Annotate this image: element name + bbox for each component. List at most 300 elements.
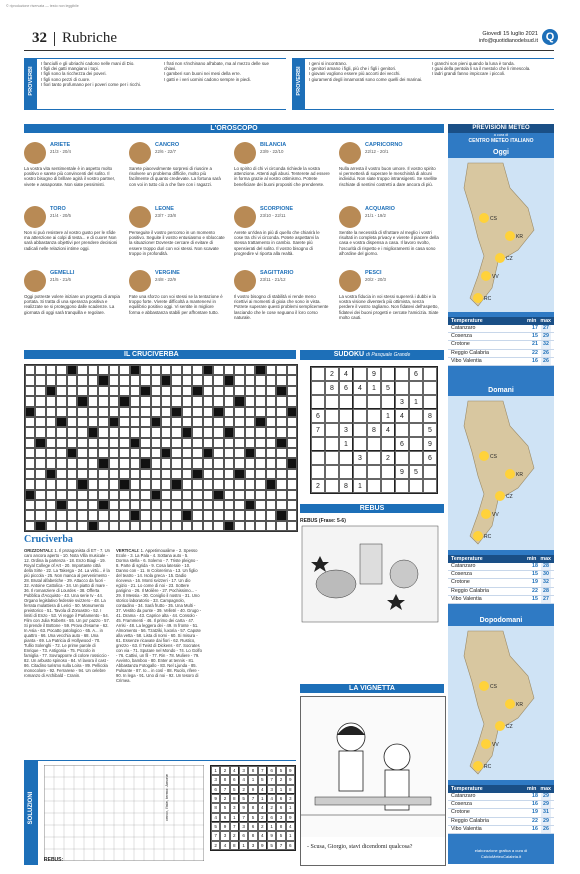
- sudoku-cell[interactable]: [339, 409, 353, 423]
- crossword-cell[interactable]: [109, 427, 119, 437]
- sudoku-cell[interactable]: [423, 367, 437, 381]
- crossword-cell[interactable]: [130, 448, 140, 458]
- crossword-cell[interactable]: [46, 500, 56, 510]
- crossword-cell[interactable]: [98, 386, 108, 396]
- crossword-cell[interactable]: [287, 500, 297, 510]
- crossword-cell[interactable]: [67, 458, 77, 468]
- crossword-cell[interactable]: [88, 386, 98, 396]
- crossword-cell[interactable]: [182, 479, 192, 489]
- sudoku-cell[interactable]: [395, 423, 409, 437]
- sudoku-cell[interactable]: [381, 395, 395, 409]
- crossword-cell[interactable]: [130, 458, 140, 468]
- sudoku-cell[interactable]: [353, 465, 367, 479]
- crossword-cell[interactable]: [171, 438, 181, 448]
- crossword-cell[interactable]: [151, 438, 161, 448]
- crossword-cell[interactable]: [151, 407, 161, 417]
- crossword-cell[interactable]: [46, 365, 56, 375]
- crossword-cell[interactable]: [67, 407, 77, 417]
- crossword-cell[interactable]: [77, 490, 87, 500]
- crossword-cell[interactable]: [109, 365, 119, 375]
- crossword-cell[interactable]: [245, 521, 255, 531]
- crossword-cell[interactable]: [109, 479, 119, 489]
- crossword-cell[interactable]: [213, 438, 223, 448]
- crossword-cell[interactable]: [161, 490, 171, 500]
- crossword-cell[interactable]: [192, 479, 202, 489]
- crossword-cell[interactable]: [224, 510, 234, 520]
- crossword-cell[interactable]: [255, 448, 265, 458]
- crossword-cell[interactable]: [46, 427, 56, 437]
- crossword-cell[interactable]: [56, 479, 66, 489]
- crossword-cell[interactable]: [35, 500, 45, 510]
- crossword-cell[interactable]: [182, 407, 192, 417]
- sudoku-cell[interactable]: [423, 465, 437, 479]
- crossword-cell[interactable]: [46, 396, 56, 406]
- crossword-cell[interactable]: [56, 438, 66, 448]
- sudoku-cell[interactable]: [409, 437, 423, 451]
- crossword-cell[interactable]: [88, 375, 98, 385]
- crossword-cell[interactable]: [98, 510, 108, 520]
- crossword-cell[interactable]: [171, 417, 181, 427]
- crossword-cell[interactable]: [203, 490, 213, 500]
- crossword-cell[interactable]: [182, 365, 192, 375]
- crossword-cell[interactable]: [234, 427, 244, 437]
- sudoku-cell[interactable]: [409, 381, 423, 395]
- crossword-cell[interactable]: [46, 510, 56, 520]
- crossword-cell[interactable]: [276, 521, 286, 531]
- crossword-cell[interactable]: [161, 469, 171, 479]
- crossword-cell[interactable]: [245, 407, 255, 417]
- crossword-cell[interactable]: [287, 448, 297, 458]
- crossword-cell[interactable]: [88, 448, 98, 458]
- sudoku-cell[interactable]: [381, 367, 395, 381]
- sudoku-cell[interactable]: [353, 409, 367, 423]
- crossword-cell[interactable]: [192, 427, 202, 437]
- crossword-cell[interactable]: [98, 427, 108, 437]
- crossword-cell[interactable]: [245, 417, 255, 427]
- crossword-cell[interactable]: [203, 438, 213, 448]
- crossword-cell[interactable]: [224, 396, 234, 406]
- sudoku-cell[interactable]: [367, 437, 381, 451]
- sudoku-cell[interactable]: [325, 409, 339, 423]
- crossword-cell[interactable]: [245, 469, 255, 479]
- crossword-cell[interactable]: [276, 469, 286, 479]
- crossword-cell[interactable]: [35, 479, 45, 489]
- crossword-cell[interactable]: [109, 469, 119, 479]
- crossword-cell[interactable]: [119, 438, 129, 448]
- crossword-cell[interactable]: [151, 479, 161, 489]
- crossword-cell[interactable]: [245, 438, 255, 448]
- crossword-cell[interactable]: [287, 375, 297, 385]
- crossword-cell[interactable]: [192, 510, 202, 520]
- crossword-cell[interactable]: [56, 490, 66, 500]
- crossword-cell[interactable]: [140, 500, 150, 510]
- crossword-cell[interactable]: [255, 458, 265, 468]
- crossword-cell[interactable]: [276, 448, 286, 458]
- sudoku-cell[interactable]: [311, 395, 325, 409]
- sudoku-cell[interactable]: [311, 367, 325, 381]
- crossword-cell[interactable]: [224, 500, 234, 510]
- crossword-cell[interactable]: [255, 490, 265, 500]
- crossword-cell[interactable]: [161, 500, 171, 510]
- crossword-cell[interactable]: [266, 417, 276, 427]
- crossword-cell[interactable]: [25, 500, 35, 510]
- crossword-cell[interactable]: [109, 510, 119, 520]
- crossword-cell[interactable]: [46, 375, 56, 385]
- crossword-cell[interactable]: [287, 479, 297, 489]
- crossword-cell[interactable]: [266, 521, 276, 531]
- crossword-cell[interactable]: [213, 479, 223, 489]
- crossword-cell[interactable]: [287, 510, 297, 520]
- crossword-cell[interactable]: [213, 365, 223, 375]
- crossword-cell[interactable]: [182, 500, 192, 510]
- crossword-cell[interactable]: [255, 438, 265, 448]
- crossword-cell[interactable]: [119, 448, 129, 458]
- crossword-cell[interactable]: [35, 490, 45, 500]
- crossword-cell[interactable]: [266, 510, 276, 520]
- crossword-cell[interactable]: [224, 458, 234, 468]
- crossword-cell[interactable]: [234, 365, 244, 375]
- crossword-cell[interactable]: [88, 438, 98, 448]
- crossword-cell[interactable]: [245, 365, 255, 375]
- crossword-cell[interactable]: [213, 386, 223, 396]
- crossword-cell[interactable]: [46, 407, 56, 417]
- crossword-cell[interactable]: [276, 458, 286, 468]
- crossword-cell[interactable]: [130, 407, 140, 417]
- sudoku-cell[interactable]: [325, 423, 339, 437]
- crossword-grid[interactable]: [24, 364, 298, 532]
- sudoku-cell[interactable]: [367, 451, 381, 465]
- crossword-cell[interactable]: [171, 427, 181, 437]
- sudoku-cell[interactable]: [423, 381, 437, 395]
- crossword-cell[interactable]: [151, 396, 161, 406]
- crossword-cell[interactable]: [234, 479, 244, 489]
- crossword-cell[interactable]: [255, 427, 265, 437]
- crossword-cell[interactable]: [192, 375, 202, 385]
- crossword-cell[interactable]: [46, 490, 56, 500]
- sudoku-cell[interactable]: [409, 479, 423, 493]
- crossword-cell[interactable]: [77, 438, 87, 448]
- crossword-cell[interactable]: [77, 469, 87, 479]
- crossword-cell[interactable]: [276, 365, 286, 375]
- crossword-cell[interactable]: [119, 458, 129, 468]
- crossword-cell[interactable]: [130, 500, 140, 510]
- crossword-cell[interactable]: [140, 469, 150, 479]
- crossword-cell[interactable]: [171, 396, 181, 406]
- crossword-cell[interactable]: [98, 438, 108, 448]
- crossword-cell[interactable]: [109, 448, 119, 458]
- crossword-cell[interactable]: [88, 490, 98, 500]
- crossword-cell[interactable]: [130, 479, 140, 489]
- crossword-cell[interactable]: [67, 375, 77, 385]
- crossword-cell[interactable]: [67, 427, 77, 437]
- crossword-cell[interactable]: [276, 396, 286, 406]
- crossword-cell[interactable]: [25, 375, 35, 385]
- crossword-cell[interactable]: [151, 458, 161, 468]
- crossword-cell[interactable]: [119, 521, 129, 531]
- crossword-cell[interactable]: [140, 448, 150, 458]
- crossword-cell[interactable]: [234, 386, 244, 396]
- crossword-cell[interactable]: [182, 417, 192, 427]
- crossword-cell[interactable]: [151, 427, 161, 437]
- crossword-cell[interactable]: [213, 500, 223, 510]
- crossword-cell[interactable]: [213, 510, 223, 520]
- crossword-cell[interactable]: [56, 375, 66, 385]
- crossword-cell[interactable]: [56, 386, 66, 396]
- sudoku-cell[interactable]: [409, 409, 423, 423]
- crossword-cell[interactable]: [88, 500, 98, 510]
- crossword-cell[interactable]: [77, 386, 87, 396]
- crossword-cell[interactable]: [67, 469, 77, 479]
- crossword-cell[interactable]: [56, 469, 66, 479]
- crossword-cell[interactable]: [171, 448, 181, 458]
- crossword-cell[interactable]: [140, 407, 150, 417]
- sudoku-cell[interactable]: [409, 423, 423, 437]
- crossword-cell[interactable]: [88, 396, 98, 406]
- crossword-cell[interactable]: [67, 386, 77, 396]
- sudoku-cell[interactable]: [353, 395, 367, 409]
- crossword-cell[interactable]: [234, 510, 244, 520]
- crossword-cell[interactable]: [67, 396, 77, 406]
- crossword-cell[interactable]: [171, 386, 181, 396]
- crossword-cell[interactable]: [67, 500, 77, 510]
- crossword-cell[interactable]: [266, 375, 276, 385]
- crossword-cell[interactable]: [88, 365, 98, 375]
- crossword-cell[interactable]: [140, 510, 150, 520]
- crossword-cell[interactable]: [192, 448, 202, 458]
- sudoku-cell[interactable]: [423, 479, 437, 493]
- crossword-cell[interactable]: [25, 458, 35, 468]
- sudoku-cell[interactable]: [381, 479, 395, 493]
- crossword-cell[interactable]: [161, 427, 171, 437]
- crossword-cell[interactable]: [161, 396, 171, 406]
- crossword-cell[interactable]: [130, 427, 140, 437]
- crossword-cell[interactable]: [88, 469, 98, 479]
- crossword-cell[interactable]: [203, 386, 213, 396]
- crossword-cell[interactable]: [245, 458, 255, 468]
- crossword-cell[interactable]: [182, 438, 192, 448]
- crossword-cell[interactable]: [224, 438, 234, 448]
- sudoku-cell[interactable]: [423, 395, 437, 409]
- crossword-cell[interactable]: [276, 407, 286, 417]
- crossword-cell[interactable]: [203, 375, 213, 385]
- crossword-cell[interactable]: [287, 386, 297, 396]
- crossword-cell[interactable]: [46, 417, 56, 427]
- crossword-cell[interactable]: [119, 375, 129, 385]
- sudoku-cell[interactable]: [395, 367, 409, 381]
- crossword-cell[interactable]: [67, 417, 77, 427]
- crossword-cell[interactable]: [35, 407, 45, 417]
- sudoku-cell[interactable]: [353, 423, 367, 437]
- crossword-cell[interactable]: [46, 479, 56, 489]
- crossword-cell[interactable]: [109, 438, 119, 448]
- crossword-cell[interactable]: [109, 407, 119, 417]
- crossword-cell[interactable]: [255, 375, 265, 385]
- crossword-cell[interactable]: [234, 458, 244, 468]
- sudoku-cell[interactable]: [325, 479, 339, 493]
- crossword-cell[interactable]: [234, 500, 244, 510]
- crossword-cell[interactable]: [25, 510, 35, 520]
- crossword-cell[interactable]: [56, 407, 66, 417]
- crossword-cell[interactable]: [140, 438, 150, 448]
- sudoku-cell[interactable]: [325, 395, 339, 409]
- crossword-cell[interactable]: [77, 500, 87, 510]
- sudoku-cell[interactable]: [339, 395, 353, 409]
- crossword-cell[interactable]: [192, 407, 202, 417]
- crossword-cell[interactable]: [255, 407, 265, 417]
- crossword-cell[interactable]: [255, 500, 265, 510]
- crossword-cell[interactable]: [266, 458, 276, 468]
- crossword-cell[interactable]: [109, 500, 119, 510]
- crossword-cell[interactable]: [130, 396, 140, 406]
- crossword-cell[interactable]: [119, 386, 129, 396]
- crossword-cell[interactable]: [77, 448, 87, 458]
- crossword-cell[interactable]: [213, 448, 223, 458]
- crossword-cell[interactable]: [224, 479, 234, 489]
- crossword-cell[interactable]: [171, 365, 181, 375]
- crossword-cell[interactable]: [255, 396, 265, 406]
- sudoku-cell[interactable]: [339, 451, 353, 465]
- sudoku-cell[interactable]: [311, 465, 325, 479]
- crossword-cell[interactable]: [266, 427, 276, 437]
- crossword-cell[interactable]: [171, 490, 181, 500]
- crossword-cell[interactable]: [182, 375, 192, 385]
- crossword-cell[interactable]: [130, 521, 140, 531]
- crossword-cell[interactable]: [46, 448, 56, 458]
- crossword-cell[interactable]: [192, 438, 202, 448]
- crossword-cell[interactable]: [35, 427, 45, 437]
- crossword-cell[interactable]: [35, 396, 45, 406]
- crossword-cell[interactable]: [56, 396, 66, 406]
- crossword-cell[interactable]: [245, 427, 255, 437]
- crossword-cell[interactable]: [119, 417, 129, 427]
- crossword-cell[interactable]: [56, 521, 66, 531]
- sudoku-cell[interactable]: [395, 479, 409, 493]
- crossword-cell[interactable]: [276, 500, 286, 510]
- crossword-cell[interactable]: [245, 490, 255, 500]
- crossword-cell[interactable]: [192, 521, 202, 531]
- crossword-cell[interactable]: [224, 448, 234, 458]
- crossword-cell[interactable]: [98, 448, 108, 458]
- crossword-cell[interactable]: [171, 510, 181, 520]
- crossword-cell[interactable]: [192, 458, 202, 468]
- sudoku-cell[interactable]: [367, 465, 381, 479]
- sudoku-cell[interactable]: [311, 437, 325, 451]
- crossword-cell[interactable]: [140, 427, 150, 437]
- crossword-cell[interactable]: [182, 469, 192, 479]
- crossword-cell[interactable]: [88, 458, 98, 468]
- crossword-cell[interactable]: [276, 479, 286, 489]
- crossword-cell[interactable]: [255, 510, 265, 520]
- crossword-cell[interactable]: [287, 490, 297, 500]
- crossword-cell[interactable]: [266, 407, 276, 417]
- crossword-cell[interactable]: [56, 458, 66, 468]
- crossword-cell[interactable]: [119, 469, 129, 479]
- crossword-cell[interactable]: [182, 448, 192, 458]
- crossword-cell[interactable]: [192, 490, 202, 500]
- crossword-cell[interactable]: [98, 365, 108, 375]
- crossword-cell[interactable]: [56, 448, 66, 458]
- sudoku-cell[interactable]: [353, 437, 367, 451]
- crossword-cell[interactable]: [234, 375, 244, 385]
- crossword-cell[interactable]: [245, 375, 255, 385]
- crossword-cell[interactable]: [224, 490, 234, 500]
- crossword-cell[interactable]: [67, 479, 77, 489]
- crossword-cell[interactable]: [130, 417, 140, 427]
- sudoku-cell[interactable]: [325, 465, 339, 479]
- crossword-cell[interactable]: [98, 407, 108, 417]
- crossword-cell[interactable]: [224, 365, 234, 375]
- crossword-cell[interactable]: [67, 438, 77, 448]
- crossword-cell[interactable]: [161, 521, 171, 531]
- crossword-cell[interactable]: [266, 490, 276, 500]
- crossword-cell[interactable]: [161, 365, 171, 375]
- crossword-cell[interactable]: [35, 458, 45, 468]
- crossword-cell[interactable]: [266, 438, 276, 448]
- crossword-cell[interactable]: [46, 438, 56, 448]
- crossword-cell[interactable]: [171, 500, 181, 510]
- crossword-cell[interactable]: [88, 407, 98, 417]
- crossword-cell[interactable]: [130, 375, 140, 385]
- crossword-cell[interactable]: [213, 458, 223, 468]
- crossword-cell[interactable]: [25, 521, 35, 531]
- crossword-cell[interactable]: [77, 407, 87, 417]
- crossword-cell[interactable]: [130, 490, 140, 500]
- crossword-cell[interactable]: [192, 417, 202, 427]
- crossword-cell[interactable]: [98, 521, 108, 531]
- crossword-cell[interactable]: [67, 521, 77, 531]
- crossword-cell[interactable]: [151, 510, 161, 520]
- crossword-cell[interactable]: [192, 396, 202, 406]
- crossword-cell[interactable]: [287, 417, 297, 427]
- crossword-cell[interactable]: [161, 458, 171, 468]
- crossword-cell[interactable]: [35, 365, 45, 375]
- crossword-cell[interactable]: [119, 365, 129, 375]
- crossword-cell[interactable]: [140, 375, 150, 385]
- crossword-cell[interactable]: [88, 510, 98, 520]
- crossword-cell[interactable]: [224, 407, 234, 417]
- crossword-cell[interactable]: [287, 396, 297, 406]
- crossword-cell[interactable]: [203, 396, 213, 406]
- crossword-cell[interactable]: [161, 479, 171, 489]
- crossword-cell[interactable]: [119, 500, 129, 510]
- crossword-cell[interactable]: [25, 396, 35, 406]
- crossword-cell[interactable]: [182, 490, 192, 500]
- crossword-cell[interactable]: [161, 417, 171, 427]
- sudoku-cell[interactable]: [353, 367, 367, 381]
- crossword-cell[interactable]: [266, 448, 276, 458]
- crossword-cell[interactable]: [130, 386, 140, 396]
- crossword-cell[interactable]: [161, 386, 171, 396]
- sudoku-cell[interactable]: [339, 465, 353, 479]
- crossword-cell[interactable]: [182, 521, 192, 531]
- crossword-cell[interactable]: [234, 407, 244, 417]
- crossword-cell[interactable]: [151, 386, 161, 396]
- crossword-cell[interactable]: [46, 458, 56, 468]
- crossword-cell[interactable]: [77, 521, 87, 531]
- crossword-cell[interactable]: [213, 521, 223, 531]
- crossword-cell[interactable]: [192, 365, 202, 375]
- crossword-cell[interactable]: [119, 407, 129, 417]
- crossword-cell[interactable]: [35, 469, 45, 479]
- crossword-cell[interactable]: [161, 510, 171, 520]
- crossword-cell[interactable]: [109, 375, 119, 385]
- crossword-cell[interactable]: [276, 417, 286, 427]
- crossword-cell[interactable]: [56, 510, 66, 520]
- crossword-cell[interactable]: [203, 458, 213, 468]
- crossword-cell[interactable]: [203, 417, 213, 427]
- crossword-cell[interactable]: [151, 469, 161, 479]
- crossword-cell[interactable]: [151, 448, 161, 458]
